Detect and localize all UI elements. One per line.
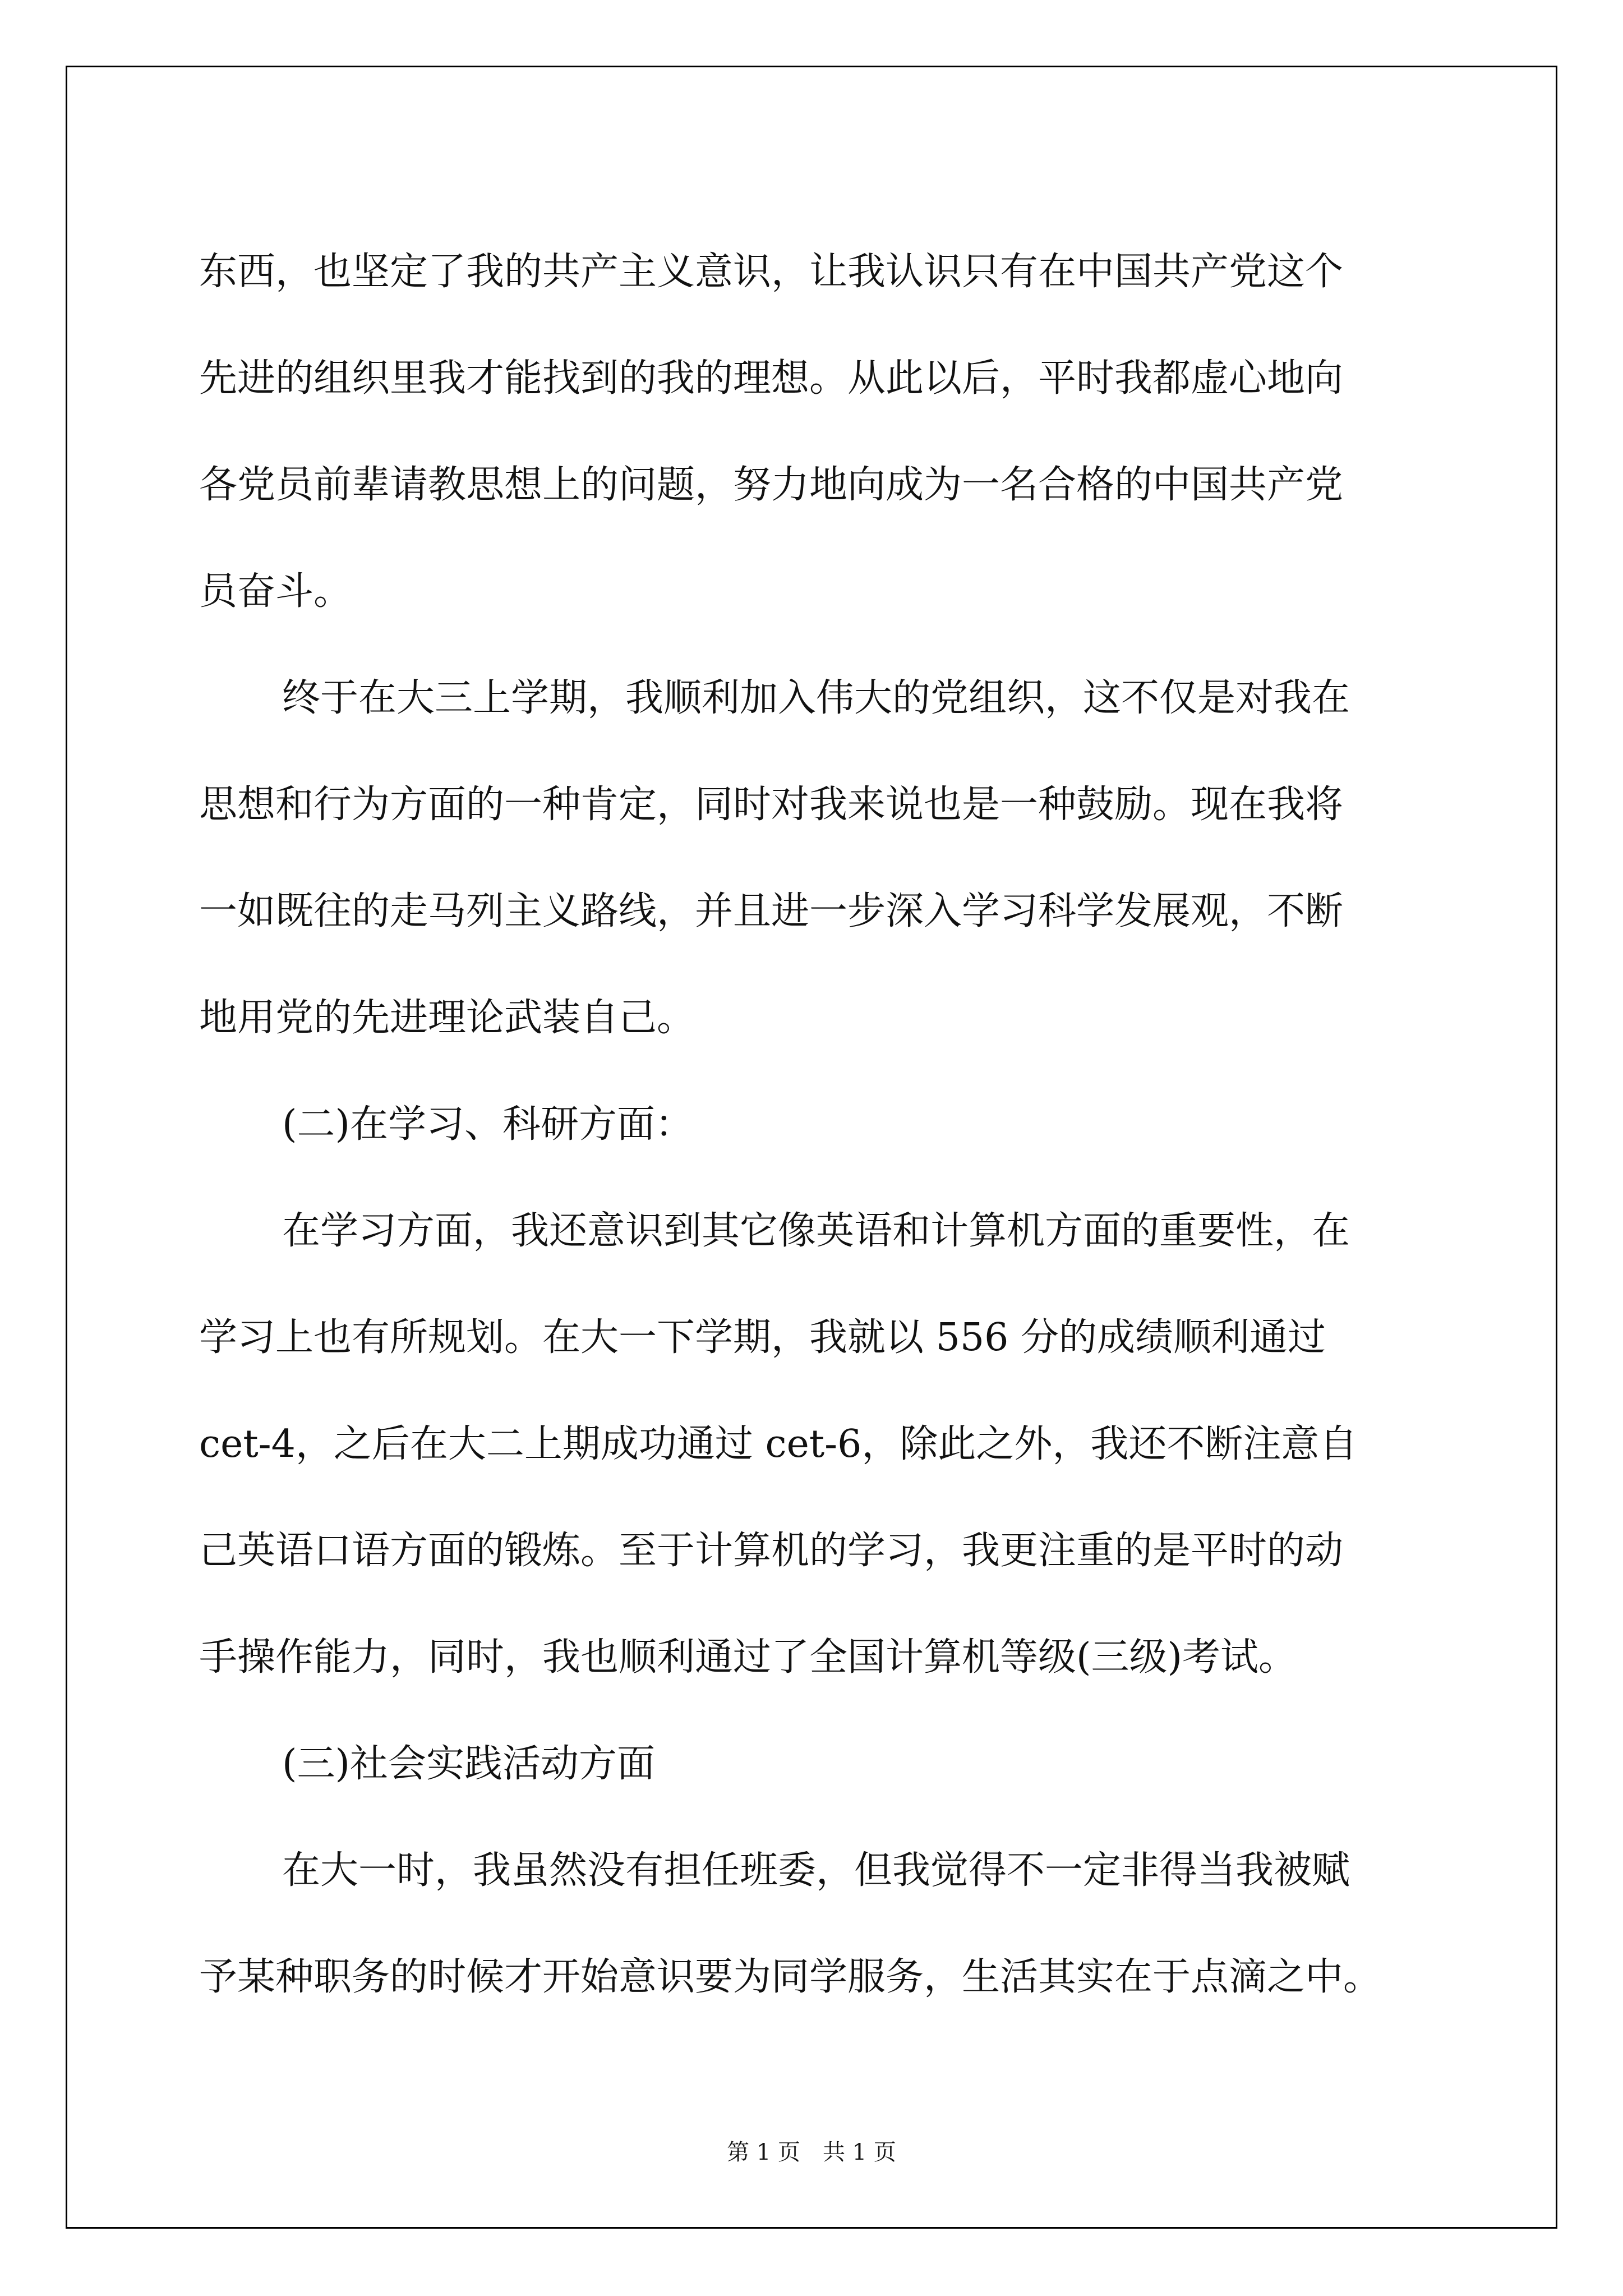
section-heading: (三)社会实践活动方面	[282, 1742, 656, 1786]
text-line: 手操作能力，同时，我也顺利通过了全国计算机等级(三级)考试。	[199, 1635, 1297, 1680]
paragraph-start-line: 在大一时，我虽然没有担任班委，但我觉得不一定非得当我被赋	[282, 1848, 1350, 1893]
text-line: 各党员前辈请教思想上的问题，努力地向成为一名合格的中国共产党	[199, 463, 1344, 507]
text-line: cet-4，之后在大二上期成功通过 cet-6，除此之外，我还不断注意自	[199, 1422, 1358, 1466]
paragraph-start-line: 在学习方面，我还意识到其它像英语和计算机方面的重要性，在	[282, 1209, 1350, 1253]
body-text	[199, 219, 1433, 2031]
text-line: 东西，也坚定了我的共产主义意识，让我认识只有在中国共产党这个	[199, 250, 1344, 294]
text-line: 己英语口语方面的锻炼。至于计算机的学习，我更注重的是平时的动	[199, 1529, 1344, 1573]
text-line: 员奋斗。	[199, 569, 352, 614]
section-heading: (二)在学习、科研方面：	[282, 1102, 694, 1147]
text-line: 学习上也有所规划。在大一下学期，我就以 556 分的成绩顺利通过	[199, 1315, 1326, 1360]
text-line: 思想和行为方面的一种肯定，同时对我来说也是一种鼓励。现在我将	[199, 783, 1344, 827]
text-line: 先进的组织里我才能找到的我的理想。从此以后，平时我都虚心地向	[199, 356, 1344, 401]
paragraph-start-line: 终于在大三上学期，我顺利加入伟大的党组织，这不仅是对我在	[282, 676, 1350, 720]
text-line: 地用党的先进理论武装自己。	[199, 996, 695, 1040]
page-number-footer: 第 1 页 共 1 页	[727, 2139, 896, 2165]
text-line: 一如既往的走马列主义路线，并且进一步深入学习科学发展观，不断	[199, 889, 1344, 933]
text-line: 予某种职务的时候才开始意识要为同学服务，生活其实在于点滴之中。	[199, 1955, 1382, 1999]
